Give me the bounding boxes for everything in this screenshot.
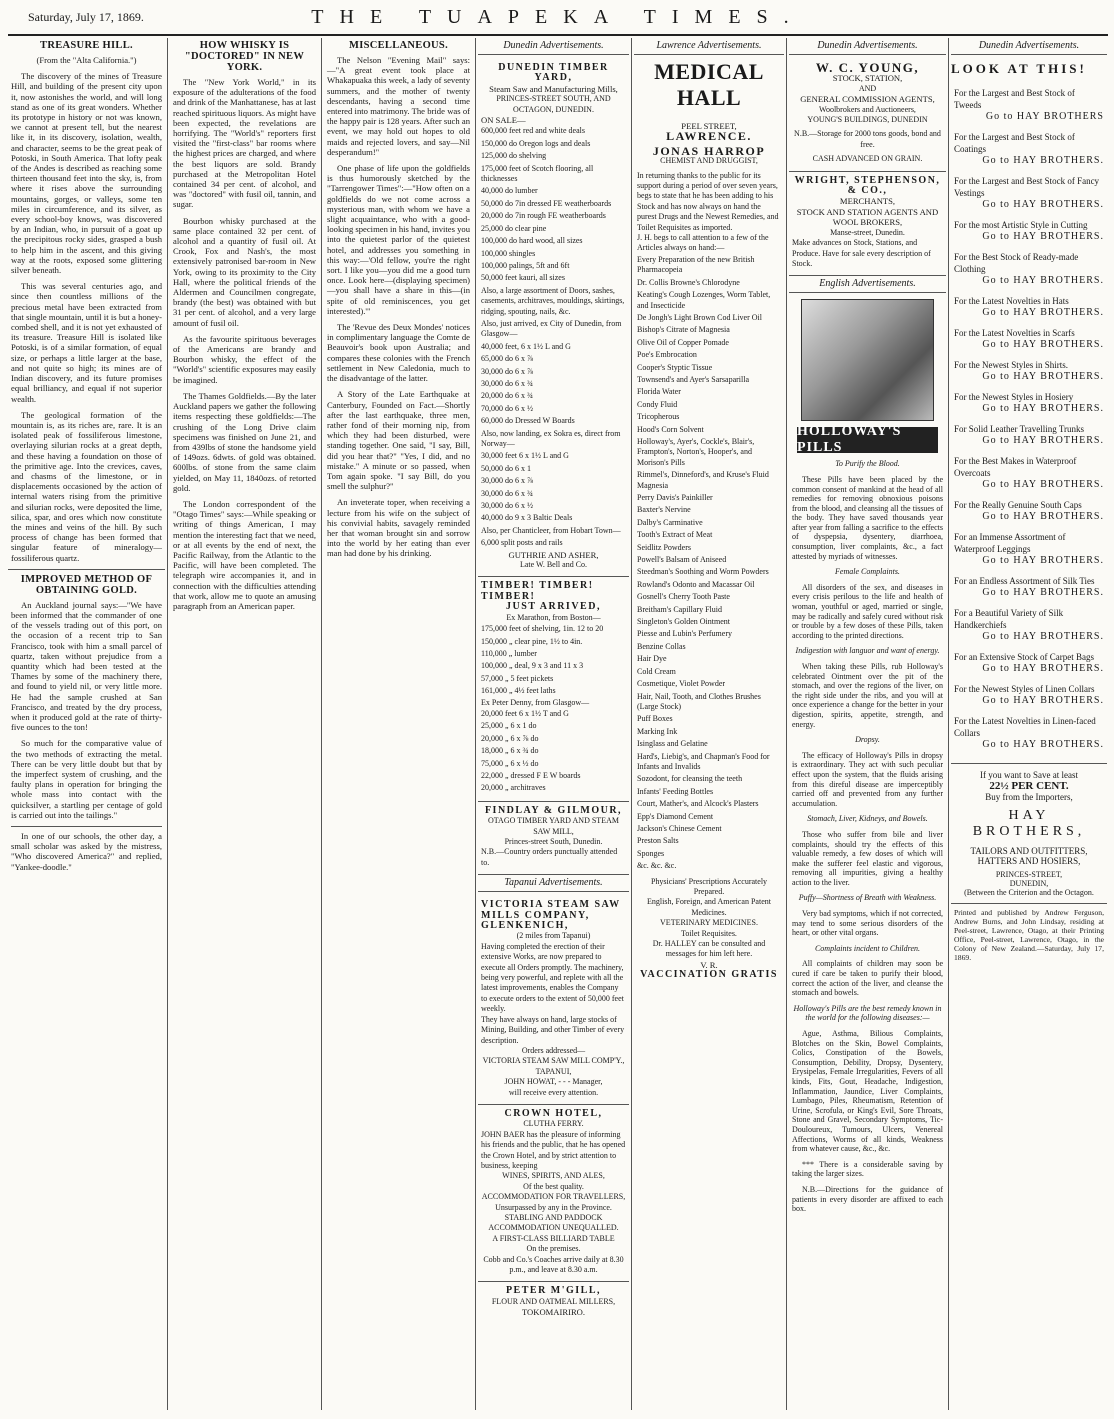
hay-item-go: Go to HAY BROTHERS. xyxy=(982,339,1104,350)
section-header: Dunedin Advertisements. xyxy=(478,38,629,55)
ad-list-item: Also, a large assortment of Doors, sashes, casements, architraves, mouldings, skirtings, ridging, spouting, nails, &c. xyxy=(481,285,625,316)
ad-proprietor: JONAS HARROP xyxy=(652,143,766,158)
ad-list-item: 60,000 do Dressed W Boards xyxy=(481,416,575,426)
ad-list-item: 6,000 split posts and rails xyxy=(481,538,563,548)
ad-hay-address: DUNEDIN, xyxy=(1009,879,1049,888)
hay-item-text: For an Endless Assortment of Silk Ties xyxy=(954,576,1095,586)
article-source: (From the "Alta California.") xyxy=(36,55,137,65)
ad-list-item: 150,000 „ clear pine, 1½ to 4in. xyxy=(481,636,583,646)
ad-title: PETER M'GILL, xyxy=(505,1285,602,1297)
ad-holloway-body xyxy=(792,459,943,1213)
ad-list-item: 70,000 do 6 x ½ xyxy=(481,403,533,413)
ad-list-item: Tricopherous xyxy=(637,412,680,422)
ad-body: Of the best quality. xyxy=(523,1181,584,1191)
ad-list-item: Also, just arrived, ex City of Dunedin, from Glasgow— xyxy=(481,318,622,339)
ad-list-item: Gosnell's Cherry Tooth Paste xyxy=(637,592,730,602)
hay-item-text: For the Largest and Best Stock of Coatings xyxy=(954,132,1075,154)
ad-list-item: Steedman's Soothing and Worm Powders xyxy=(637,567,769,577)
column-miscellaneous xyxy=(324,38,473,1410)
article-headline: IMPROVED METHOD OF OBTAINING GOLD. xyxy=(20,573,153,596)
ad-body: They have always on hand, large stocks of Mining, Building, and other Timber of every description. xyxy=(481,1014,625,1045)
column-lawrence-ads xyxy=(634,38,784,1410)
ad-hay-address: (Between the Criterion and the Octagon. xyxy=(964,888,1094,897)
hay-item-go: Go to HAY BROTHERS. xyxy=(982,231,1104,242)
holloway-engraving xyxy=(801,299,934,421)
ad-list-item: Infants' Feeding Bottles xyxy=(637,786,714,796)
ad-list-item: 30,000 feet 6 x 1½ L and G xyxy=(481,451,569,461)
ad-subtitle: Woolbrokers and Auctioneers, xyxy=(819,104,916,114)
hay-item-go: Go to HAY BROTHERS. xyxy=(982,631,1104,642)
ad-body: WINES, SPIRITS, AND ALES, xyxy=(502,1171,605,1181)
article-body xyxy=(327,55,470,559)
hay-item-go: Go to HAY BROTHERS. xyxy=(982,403,1104,414)
paragraph: The London correspondent of the "Otago Times" says:—While speaking or writing of things American, I may mention the interesting fact that we need, or at all events by the end of next, the Pacific Railway, from the Atlantic to the Pacific, will have been completed. The telegraph wire accompanies it, and in connection with the difficulties attending that work, allow me to quote an amusing paragraph from an American paper. xyxy=(173,498,316,611)
ad-list-item: 100,000 palings, 5ft and 6ft xyxy=(481,260,570,270)
ad-title: DUNEDIN TIMBER YARD, xyxy=(498,62,609,84)
ad-title: WRIGHT, STEPHENSON, & CO., xyxy=(794,174,941,197)
ad-hay-role: HATTERS AND HOSIERS, xyxy=(977,856,1081,866)
hay-item-text: For the Really Genuine South Caps xyxy=(954,500,1082,510)
ad-subtitle: FLOUR AND OATMEAL MILLERS, xyxy=(491,1296,616,1306)
ad-list-item: 20,000 do 7in rough FE weatherboards xyxy=(481,211,606,221)
paragraph: So much for the comparative value of the two methods of extracting the metal. There can be very little doubt but that by the imperfect system of crushing, and the faulty plans in operation for bringing the whole mass into contact with the quicksilver, a startling per centage of gold is carried out into the tailings." xyxy=(11,738,162,820)
ad-subtitle: STOCK, STATION, xyxy=(832,73,903,84)
ad-title: FINDLAY & GILMOUR, xyxy=(484,804,623,816)
ad-body: J. H. begs to call attention to a few of the Articles always on hand:— xyxy=(637,233,769,253)
ad-list-item: Epp's Diamond Cement xyxy=(637,811,714,821)
column-dunedin-tapanui-ads xyxy=(478,38,629,1410)
ad-wright-stephenson xyxy=(789,172,946,277)
hay-item-go: Go to HAY BROTHERS. xyxy=(982,511,1104,522)
column-rule xyxy=(475,38,476,1410)
ad-timber-arrived xyxy=(478,577,629,801)
ad-footer: V. R. xyxy=(700,959,718,970)
ad-list-item: Sponges xyxy=(637,848,665,858)
ad-list-item: Piesse and Lubin's Perfumery xyxy=(637,629,732,639)
hay-item-text: For the Largest and Best Stock of Tweeds xyxy=(954,88,1075,110)
ad-subtitle: (2 miles from Tapanui) xyxy=(516,931,591,941)
ad-body: Orders addressed— xyxy=(521,1045,586,1055)
ad-subhead: Female Complaints. xyxy=(835,567,900,577)
ad-list-item: Puff Boxes xyxy=(637,714,673,724)
ad-list-item: Powell's Balsam of Aniseed xyxy=(637,555,727,565)
issue-date: Saturday, July 17, 1869. xyxy=(28,10,144,24)
ad-list-item: Condy Fluid xyxy=(637,399,678,409)
hay-item xyxy=(951,603,1107,647)
hay-item-text: For the Best Makes in Waterproof Overcoats xyxy=(954,456,1077,478)
hay-item-text: For the Newest Styles of Linen Collars xyxy=(954,684,1095,694)
column-rule xyxy=(948,38,949,1410)
ad-address: Princes-street South, Dunedin. xyxy=(504,837,603,846)
column-rule xyxy=(321,38,322,1410)
hay-item-text: For the Newest Styles in Shirts. xyxy=(954,360,1068,370)
ad-victoria-saw-mills xyxy=(478,896,629,1105)
hay-item xyxy=(951,571,1107,603)
hay-item xyxy=(951,451,1107,495)
hay-item xyxy=(951,679,1107,711)
ad-list-item: Cold Cream xyxy=(637,666,676,676)
ad-title: VICTORIA STEAM SAW MILLS COMPANY, GLENKENICH, xyxy=(481,899,621,932)
ad-list-item: Marking Ink xyxy=(637,726,678,736)
paragraph: An Auckland journal says:—"We have been informed that the commander of one of the vessels trading out of this port, on the occasion of a recent trip to San Francisco, took with him a small parcel of quartz, taken without prejudice from a quantity which had been tested at the Thames by some of the machinery there, and found to yield nil, or very little more. He had the sample crushed at San Francisco, and treated by the dry process, when it produced gold at the rate of thirty-five ounces to the ton! xyxy=(11,599,162,733)
ad-footer: Dr. HALLEY can be consulted and messages for him left here. xyxy=(652,939,766,959)
paragraph: The "New York World," in its exposure of the adulterations of the food and drink of the Manhattanese, has at last reached spirituous liquors. As might have been expected, the revelations are horrifying. The "World's" reporters first visited the "first-class" bar rooms where the highest prices are charged, and where the best liquors are sold. Brandy purchased at the Metropolitan Hotel contained 34 per cent. of alcohol, and was "doctored" with fusil oil, tannin, and sugar. xyxy=(173,77,316,210)
ad-title: MEDICAL HALL xyxy=(654,59,764,110)
ad-signature: GUTHRIE AND ASHER, xyxy=(508,549,599,560)
column-dunedin-english-ads xyxy=(789,38,946,1410)
ad-signature: VICTORIA STEAM SAW MILL COMP'Y., TAPANUI, xyxy=(482,1056,625,1076)
ad-note: N.B.—Country orders punctually attended to. xyxy=(481,847,618,867)
ad-save-line: If you want to Save at least xyxy=(980,770,1078,780)
hay-item xyxy=(951,495,1107,527)
hay-item-go: Go to HAY BROTHERS. xyxy=(982,307,1104,318)
ad-list-item: Olive Oil of Copper Pomade xyxy=(637,337,729,347)
ad-list-item: Singleton's Golden Ointment xyxy=(637,617,730,627)
ad-list-item: Benzine Collas xyxy=(637,641,686,651)
paragraph: A Story of the Late Earthquake at Canterbury, Founded on Fact.—Shortly after the last earthquake, three men, rather fond of their morning nip, from which they had been disturbed, were standing together. One said, "I say, Bill, did you hear that?" "Yes, I did, and no mistake." A minute or so passed, when Tom again spoke. "I say Bill, do you smell the sulphur?" xyxy=(327,389,470,492)
ad-list-item: 30,000 do 6 x ⅞ xyxy=(481,366,533,376)
ad-body: A FIRST-CLASS BILLIARD TABLE xyxy=(492,1233,615,1243)
ad-list-item: 100,000 shingles xyxy=(481,248,536,258)
article-body xyxy=(173,77,316,611)
ad-subtitle: Ex Peter Denny, from Glasgow— xyxy=(481,697,590,707)
ad-list-item: Cooper's Styptic Tissue xyxy=(637,362,713,372)
paragraph: All disorders of the sex, and diseases in every crisis perilous to the life and health of woman, youthful or aged, married or single, may be radically and safely cured without risk or trouble by a few doses of these Pills, taken according to the printed directions. xyxy=(792,582,943,640)
ad-list-item: Hard's, Liebig's, and Chapman's Food for Infants and Invalids xyxy=(637,751,770,771)
ad-label: ON SALE— xyxy=(481,115,526,126)
ad-body: ACCOMMODATION FOR TRAVELLERS, xyxy=(481,1192,626,1202)
ad-footer: Physicians' Prescriptions Accurately Prepared. xyxy=(650,876,768,896)
ad-list-item: &c. &c. &c. xyxy=(637,861,677,871)
ad-hay-address: PRINCES-STREET, xyxy=(995,870,1063,879)
ad-list-item: 75,000 „ 6 x ½ do xyxy=(481,758,539,768)
ad-list-item: 50,000 feet kauri, all sizes xyxy=(481,273,565,283)
ad-findlay-gilmour xyxy=(478,802,629,875)
hay-item-text: For the Best Stock of Ready-made Clothing xyxy=(954,252,1079,274)
ad-body: Cobb and Co.'s Coaches arrive daily at 8.30 p.m., and leave at 8.30 a.m. xyxy=(483,1254,624,1275)
ad-list-item: 30,000 do 6 x ⅞ xyxy=(481,476,533,486)
ad-list-item: Breitham's Capillary Fluid xyxy=(637,604,722,614)
ad-list-item: Baxter's Nervine xyxy=(637,505,691,515)
ad-list-item: Holloway's, Ayer's, Cockle's, Blair's, Frampton's, Norton's, Hooper's, and Morison's Pills xyxy=(637,436,755,467)
hay-item xyxy=(951,647,1107,679)
ad-medical-hall xyxy=(634,117,784,987)
ad-signature: JOHN HOWAT, - - - Manager, xyxy=(504,1077,603,1087)
hay-item-go: Go to HAY BROTHERS. xyxy=(982,663,1104,674)
hay-item-go: Go to HAY BROTHERS. xyxy=(982,435,1104,446)
printer-imprint: Printed and published by Andrew Ferguson, Andrew Burns, and John Lindsay, residing at Peel-street, Lawrence, Otago, at their Printing Office, Peel-street, Lawrence, Otago, in the Colony of New Zealand.—Saturday, July 17, 1869. xyxy=(954,908,1104,962)
ad-body: Having completed the erection of their extensive Works, are now prepared to execute all Orders promptly. The machinery, being very powerful, and replete with all the latest improvements, enables the Company to execute orders to the extent of 50,000 feet weekly. xyxy=(481,941,624,1014)
ad-list-item: Hair Dye xyxy=(637,654,667,664)
hay-item-text: For the Largest and Best Stock of Fancy Vestings xyxy=(954,176,1100,198)
ad-list-item: 50,000 do 7in dressed FE weatherboards xyxy=(481,198,612,208)
article-headline: HOW WHISKY IS "DOCTORED" IN NEW YORK. xyxy=(184,40,305,73)
ad-town: LAWRENCE. xyxy=(666,129,752,144)
paragraph: Bourbon whisky purchased at the same place contained 32 per cent. of alcohol and a quantity of fusil oil. At Crook, Fox and Nash's, the most extensively patronised bar-room in New York, owing to its proximity to the City Hall, where the political friends of the Aldermen and Councilmen congregate, brandy (the best) was obtained with but 31 per cent. of alcohol, and a very large amount of fusil oil. xyxy=(173,215,316,328)
paragraph: All complaints of children may soon be cured if care be taken to purify their blood, correct the action of the liver, and cleanse the stomach and bowels. xyxy=(792,959,943,998)
ad-address: PRINCES-STREET SOUTH, AND OCTAGON, DUNEDIN. xyxy=(496,94,611,114)
ad-list-item: 40,000 do lumber xyxy=(481,186,538,196)
ad-list-item: Hood's Corn Solvent xyxy=(637,424,704,434)
holloway-banner: HOLLOWAY'S PILLS xyxy=(797,427,938,453)
hay-item xyxy=(951,215,1107,247)
hay-item xyxy=(951,355,1107,387)
column-rule xyxy=(631,38,632,1410)
ad-list-item: Also, now landing, ex Sokra es, direct from Norway— xyxy=(481,428,621,448)
ad-list-item: 175,000 feet of Scotch flooring, all thicknesses xyxy=(481,163,594,184)
ad-subhead: Puffy—Shortness of Breath with Weakness. xyxy=(798,893,937,903)
hay-item xyxy=(951,419,1107,451)
section-header: Lawrence Advertisements. xyxy=(634,38,784,55)
ad-subtitle: CLUTHA FERRY. xyxy=(523,1119,584,1129)
hay-item-text: For an Immense Assortment of Waterproof Leggings xyxy=(954,532,1066,554)
ad-body: Make advances on Stock, Stations, and Produce. Have for sale every description of Stock. xyxy=(792,238,931,268)
ad-save-percent: 22½ PER CENT. xyxy=(989,780,1069,792)
ad-list-item: Rowland's Odonto and Macassar Oil xyxy=(637,579,755,589)
ad-role: CHEMIST AND DRUGGIST, xyxy=(660,156,758,166)
ad-list-item: 18,000 „ 6 x ¾ do xyxy=(481,746,539,756)
hay-item-text: For a Beautiful Variety of Silk Handkerchiefs xyxy=(954,608,1064,630)
ad-list-item: 100,000 „ deal, 9 x 3 and 11 x 3 xyxy=(481,661,584,671)
ad-hay-role: TAILORS AND OUTFITTERS, xyxy=(970,846,1088,856)
hay-item-text: For the Newest Styles in Hosiery xyxy=(954,392,1074,402)
ad-title: TIMBER! TIMBER! TIMBER! xyxy=(481,580,594,602)
ad-address: PEEL STREET, xyxy=(681,121,737,131)
ad-list-item: Court, Mather's, and Alcock's Plasters xyxy=(637,799,759,809)
ad-list-item: Every Preparation of the new British Pharmacopeia xyxy=(637,254,755,275)
ad-list-item: 22,000 „ dressed F E W boards xyxy=(481,770,581,780)
ad-list-item: 57,000 „ 5 feet pickets xyxy=(481,673,554,683)
ad-list-item: Sozodont, for cleansing the teeth xyxy=(637,774,743,784)
ad-address: YOUNG'S BUILDINGS, DUNEDIN xyxy=(807,115,928,125)
ad-list-item: 40,000 feet, 6 x 1½ L and G xyxy=(481,341,571,351)
ad-list-item: Also, per Chanticleer, from Hobart Town— xyxy=(481,525,621,535)
ad-list-item: Tooth's Extract of Meat xyxy=(637,530,713,540)
ad-title: CROWN HOTEL, xyxy=(504,1107,603,1119)
hay-item-go: Go to HAY BROTHERS xyxy=(985,111,1104,122)
section-header: Dunedin Advertisements. xyxy=(951,38,1107,55)
hay-item-text: For the Latest Novelties in Hats xyxy=(954,296,1069,306)
section-header: English Advertisements. xyxy=(789,276,946,293)
ad-subtitle: AND xyxy=(858,83,877,93)
hay-item xyxy=(951,323,1107,355)
hay-item-go: Go to HAY BROTHERS. xyxy=(982,555,1104,566)
paragraph: The Nelson "Evening Mail" says:—"A great event took place at Whakapuaka this week, a lady of seventy summers, and the mother of twenty descendants, having a second time entered into matrimony. The bride was of the happy pair is 128 years. After such an event, we may hold out hopes to old maids and rejected lovers, and say—Nil desperandum!" xyxy=(327,55,470,157)
ad-subtitle: OTAGO TIMBER YARD AND STEAM SAW MILL, xyxy=(488,816,619,836)
ad-list-item: 25,000 do clear pine xyxy=(481,223,547,233)
column-rule xyxy=(786,38,787,1410)
ad-list-item: 30,000 do 6 x ¾ xyxy=(481,378,533,388)
hay-item xyxy=(951,711,1107,755)
ad-list-item: Florida Water xyxy=(637,387,681,397)
ad-list-item: Jackson's Chinese Cement xyxy=(637,823,722,833)
paragraph: An inveterate toper, when receiving a lecture from his wife on the subject of his convivial habits, savagely reminded her that woman brought sin and sorrow into the world by her eating than ever man had done by his drinking. xyxy=(327,497,470,559)
section-header: Tapanui Advertisements. xyxy=(478,875,629,892)
paragraph: When taking these Pills, rub Holloway's celebrated Ointment over the pit of the stomach, and over the regions of the liver, on the right side under the ribs, and you will at once experience a change for the better in your digestion, spirits, appetite, strength, and energy. xyxy=(792,662,943,729)
ad-address: Manse-street, Dunedin. xyxy=(830,227,905,237)
hay-item-go: Go to HAY BROTHERS. xyxy=(982,199,1104,210)
ad-list-item: Rimmel's, Dinneford's, and Kruse's Fluid Magnesia xyxy=(637,470,769,490)
paragraph: Very bad symptoms, which if not corrected, may tend to some serious disorders of the heart, or other vital organs. xyxy=(792,909,943,938)
ad-list-item: 50,000 do 6 x 1 xyxy=(481,463,531,473)
article-body xyxy=(11,600,162,872)
column-rule xyxy=(167,38,168,1410)
ad-title: LOOK AT THIS! xyxy=(951,61,1087,76)
ad-list xyxy=(637,254,781,873)
column-treasure-hill xyxy=(8,38,165,1410)
hay-item-text: For the Latest Novelties in Scarfs xyxy=(954,328,1075,338)
hay-item-go: Go to HAY BROTHERS. xyxy=(982,155,1104,166)
hay-item-text: For Solid Leather Travelling Trunks xyxy=(954,424,1085,434)
ad-body: Unsurpassed by any in the Province. xyxy=(495,1202,612,1212)
ad-footer: VETERINARY MEDICINES. xyxy=(660,918,758,928)
column-hay-brothers xyxy=(951,38,1107,1410)
ad-signature-sub: Late W. Bell and Co. xyxy=(519,560,588,570)
ad-list-item: Dalby's Carminative xyxy=(637,517,703,527)
ad-subhead: Indigestion with languor and want of energy. xyxy=(795,646,940,656)
ad-subtitle: Steam Saw and Manufacturing Mills, xyxy=(489,83,618,94)
hay-item-go: Go to HAY BROTHERS. xyxy=(982,695,1104,706)
paragraph: In one of our schools, the other day, a small scholar was asked by the mistress, "Who discovered America?" and replied, "Yankee-doodle." xyxy=(11,831,162,872)
ad-subhead: To Purify the Blood. xyxy=(835,459,900,469)
ad-list-item: 20,000 feet 6 x 1½ T and G xyxy=(481,708,569,718)
paragraph: This was several centuries ago, and since then countless millions of the precious metal have been extracted from that single mountain, until it is but a honey-combed shell, and it is not yet exhausted of its treasure. Treasure Hill is isolated like Potoski, is of a similar formation, of equal size, or perhaps a little larger at the base, and not quite so high; its mines are of Indian discovery, and its future promises equal brilliancy, and equal if not superior wealth. xyxy=(11,281,162,404)
ad-list-item: 20,000 „ 6 x ⅞ do xyxy=(481,733,539,743)
ad-list-item: 25,000 „ 6 x 1 do xyxy=(481,721,537,731)
hay-item xyxy=(951,247,1107,291)
ad-subtitle: JUST ARRIVED, xyxy=(506,601,601,613)
ad-subtitle: Ex Marathon, from Boston— xyxy=(506,612,601,622)
hay-item xyxy=(951,171,1107,215)
ad-list-item: 20,000 „ architraves xyxy=(481,783,546,793)
hay-item-go: Go to HAY BROTHERS. xyxy=(982,479,1104,490)
ad-list-item: Keating's Cough Lozenges, Worm Tablet, and Insecticide xyxy=(637,290,771,310)
hay-item-text: For an Extensive Stock of Carpet Bags xyxy=(954,652,1094,662)
article-headline: MISCELLANEOUS. xyxy=(348,40,448,51)
ad-peter-mgill xyxy=(478,1282,629,1323)
ad-list-item: Seidlitz Powders xyxy=(637,542,691,552)
ad-footer: VACCINATION GRATIS xyxy=(640,969,778,981)
ad-list-item: 110,000 „ lumber xyxy=(481,648,537,658)
ad-subhead: Dropsy. xyxy=(855,735,880,745)
paragraph: The geological formation of the mountain is, as its riches are, rare. It is an isolated peak of fossiliferous limestone, overlaying silurian rocks at a great depth, and these having a foundation on those of the primitive age. Into the crevices, caves, and chasms of the limestone, or in displacements occasioned by the action of internal waters rising from the primitive and silurian rocks, were deposited the lime, silica, spar, and ores which now constitute the mines and veins of the hill. By such process of change has been formed that singular feature of mineralogy—fossiliferous quartz. xyxy=(11,409,162,563)
ad-list-item: Perry Davis's Painkiller xyxy=(637,493,713,502)
ad-list-item: 161,000 „ 4½ feet laths xyxy=(481,686,556,696)
ad-list-item: Hair, Nail, Tooth, and Clothes Brushes (Large Stock) xyxy=(637,691,761,711)
ad-signature: will receive every attention. xyxy=(508,1087,599,1097)
ad-title: W. C. YOUNG, xyxy=(815,60,920,75)
ad-list-item: 30,000 do 6 x ½ xyxy=(481,501,533,511)
masthead xyxy=(8,4,1108,36)
hay-item-text: For the most Artistic Style in Cutting xyxy=(954,220,1088,230)
ad-list-item: 30,000 do 6 x ¾ xyxy=(481,488,533,498)
paragraph: The 'Revue des Deux Mondes' notices in complimentary language the Comte de Beauvoir's book upon Australia; and compares these colonies with the French settlement in New Caledonia, much to the disadvantage of the latter. xyxy=(327,322,470,384)
hay-item xyxy=(951,387,1107,419)
paragraph: Ague, Asthma, Bilious Complaints, Blotches on the Skin, Bowel Complaints, Colics, Constipation of the Bowels, Consumption, Debility, Dropsy, Dysentery, Erysipelas, Female Irregularities, Fevers of all kinds, Fits, Gout, Headache, Indigestion, Inflammation, Jaundice, Liver Complaints, Lumbago, Piles, Rheumatism, Retention of Urine, Scrofula, or King's Evil, Sore Throats, Stone and Gravel, Secondary Symptoms, Tic-Douloureux, Tumours, Ulcers, Venereal Affections, Worms of all kinds, Weakness from whatever cause, &c., &c. xyxy=(792,1029,943,1154)
ad-hay-name: HAY BROTHERS, xyxy=(972,808,1086,839)
paragraph: The Thames Goldfields.—By the later Auckland papers we gather the following items respecting these goldfields:—The crushing of the Long Drive claim specimens was finished on June 21, and from 439lbs of stone the handsome yield of 149ozs. 6dwts. of gold was obtained. 600lbs. of stone from the same claim yielded, on May 11, 1840ozs. of retorted gold. xyxy=(173,390,316,493)
ad-list-item: 65,000 do 6 x ⅞ xyxy=(481,354,533,364)
ad-list-item: Poe's Embrocation xyxy=(637,350,697,360)
paragraph: The efficacy of Holloway's Pills in dropsy is extraordinary. They act with such peculiar effect upon the system, that the fluids arising from this direful disease are imperceptibly carried off and prevented from any further accumulation. xyxy=(792,750,943,808)
paragraph: The discovery of the mines of Treasure Hill, and building of the present city upon it, now astonishes the world, and will long stand as one of its great wonders. Whether its prototype in history or not was known, we cannot at present tell, but the nearest like it, in its discovery, isolation, wealth, and character, seems to be the great peak of Potoski, in South America. That lofty peak of the Andes is described as reaching some thirteen thousand feet into the sky, is, from where it rises above the surrounding mountains, gorges, or valleys, some ten miles in circumference, and its silver, as every school-boy knows, was discovered by an Indian, who, in pursuit of a goat up the precipitous rocky sides, grasped a bush to help him in the ascent, and this giving way at the roots, exposed some glittering silver beneath. xyxy=(11,71,162,276)
article-headline: TREASURE HILL. xyxy=(40,40,133,51)
hay-item xyxy=(951,83,1107,127)
ad-list-item: 40,000 do 9 x 3 Baltic Deals xyxy=(481,513,573,523)
ad-body: On the premises. xyxy=(526,1244,581,1254)
ad-subhead: Stomach, Liver, Kidneys, and Bowels. xyxy=(807,814,928,824)
ad-list-item: De Jongh's Light Brown Cod Liver Oil xyxy=(637,312,762,322)
ad-note: N.B.—Storage for 2000 tons goods, bond and free. xyxy=(794,129,941,149)
column-whisky xyxy=(170,38,319,1410)
hay-item-text: For the Latest Novelties in Linen-faced Collars xyxy=(954,716,1096,738)
ad-list-item: 125,000 do shelving xyxy=(481,151,547,161)
ad-save-line: Buy from the Importers, xyxy=(985,792,1073,802)
ad-list-item: 175,000 feet of shelving, 1in. 12 to 20 xyxy=(481,624,604,634)
ad-body: In returning thanks to the public for its support during a period of over seven years, begs to state that he has been adding to his Stock and has now always on hand the purest Drugs and the Newest Remedies, and Toilet Requisites as imported. xyxy=(637,170,779,232)
ad-list-item: 600,000 feet red and white deals xyxy=(481,126,585,136)
ad-wc-young xyxy=(789,59,946,172)
ad-subhead: Holloway's Pills are the best remedy known in the world for the following diseases:— xyxy=(793,1003,942,1023)
hay-item-go: Go to HAY BROTHERS. xyxy=(982,739,1104,750)
ad-body: JOHN BAER has the pleasure of informing his friends and the public, that he has opened the Crown Hotel, and by strict attention to business, keeping xyxy=(481,1129,626,1170)
ad-list-item: Bishop's Citrate of Magnesia xyxy=(637,325,730,335)
ad-list-item: Isinglass and Gelatine xyxy=(637,739,708,749)
ad-subtitle: TOKOMAIRIRO. xyxy=(521,1307,586,1318)
hay-item-go: Go to HAY BROTHERS. xyxy=(982,587,1104,598)
paragraph: As the favourite spirituous beverages of the Americans are brandy and Bourbon whisky, the effect of the "World's" scientific exposures may easily be imagined. xyxy=(173,333,316,385)
ad-list-item: Cosmetique, Violet Powder xyxy=(637,679,726,689)
ad-subtitle: MERCHANTS, xyxy=(839,196,896,207)
ad-list-item: 100,000 do hard wood, all sizes xyxy=(481,236,583,246)
hay-item xyxy=(951,127,1107,171)
ad-subtitle: GENERAL COMMISSION AGENTS, xyxy=(800,94,935,105)
ad-subhead: Complaints incident to Children. xyxy=(814,943,921,953)
ad-footer: Toilet Requisites. xyxy=(681,928,737,938)
paragraph: *** There is a considerable saving by taking the larger sizes. xyxy=(792,1159,943,1179)
hay-item xyxy=(951,291,1107,323)
ad-crown-hotel xyxy=(478,1105,629,1283)
ad-footer: English, Foreign, and American Patent Medicines. xyxy=(647,897,771,917)
paragraph: Those who suffer from bile and liver complaints, should try the effects of this valuable remedy, a few doses of which will make the sufferer feel elastic and vigorous, removing all impurities, giving a healthy action to the liver. xyxy=(792,829,943,887)
paragraph: One phase of life upon the goldfields is thus humorously sketched by the "Tarrengower Times":—"How often on a goldfields do we not come across a mysterious man, with whom we have a slight acquaintance, who with a good-looking specimen in his hand, invites you into the quietest parlor of the quietest hotel, and addresses you something in this way:—'Old fellow, you're the right sort. I like you—you did me a good turn once. Look here—(displaying specimen)—you shall have a share in this—(in spite of old reminiscences, you get interested).'" xyxy=(327,163,470,316)
ad-list-item: 20,000 do 6 x ¾ xyxy=(481,391,533,401)
ad-list-item: 150,000 do Oregon logs and deals xyxy=(481,138,591,148)
ad-subtitle: STOCK AND STATION AGENTS AND WOOL BROKERS, xyxy=(796,206,939,228)
ad-note: CASH ADVANCED ON GRAIN. xyxy=(812,154,923,164)
section-header: Dunedin Advertisements. xyxy=(789,38,946,55)
paragraph: These Pills have been placed by the common consent of mankind at the head of all remedies for removing obnoxious poisons from the blood, and cleansing all the tissues of the body. They have saved thousands year after year from falling a sacrifice to the effects of dyspepsia, dysentery, diarrhoea, consumption, liver complaints, &c., a fact attested by myriads of witnesses. xyxy=(792,474,943,561)
hay-item-go: Go to HAY BROTHERS. xyxy=(982,371,1104,382)
ad-list xyxy=(481,708,626,795)
ad-body: STABLING AND PADDOCK ACCOMMODATION UNEQUALLED. xyxy=(488,1213,619,1233)
paragraph: N.B.—Directions for the guidance of patients in every disorder are affixed to each box. xyxy=(792,1184,943,1214)
hay-item xyxy=(951,527,1107,571)
ad-list-item: Dr. Collis Browne's Chlorodyne xyxy=(637,277,740,287)
ad-list-item: Townsend's and Ayer's Sarsaparilla xyxy=(637,374,750,384)
newspaper-title: THE TUAPEKA TIMES. xyxy=(311,6,805,28)
article-body xyxy=(11,55,162,563)
ad-list xyxy=(481,623,626,697)
ad-list xyxy=(481,125,626,549)
hay-item-go: Go to HAY BROTHERS. xyxy=(982,275,1104,286)
ad-list-item: Preston Salts xyxy=(637,836,679,846)
ad-dunedin-timber-yard xyxy=(478,59,629,577)
